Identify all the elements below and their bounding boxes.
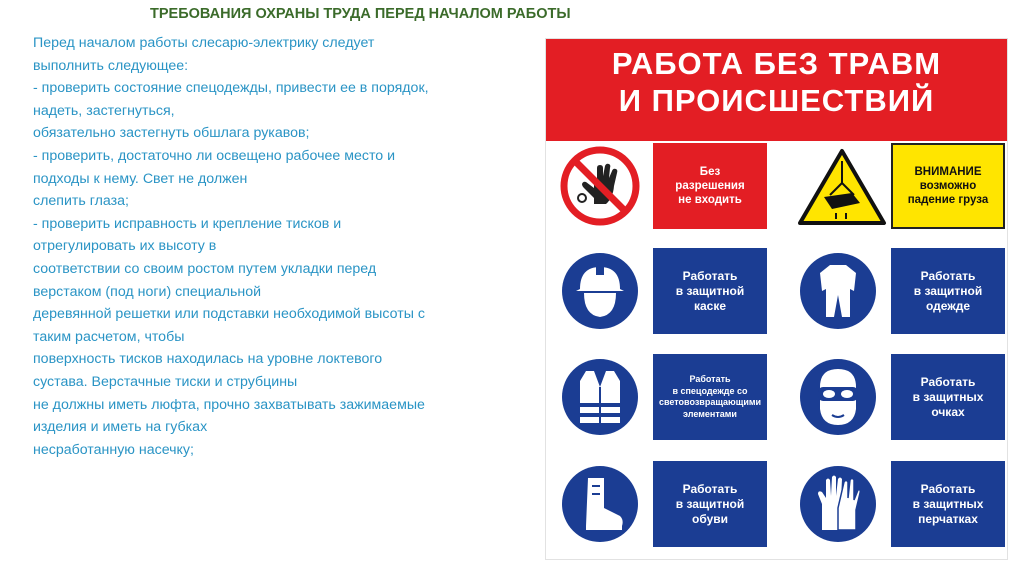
protective-clothing-icon xyxy=(798,251,878,331)
body-line: таким расчетом, чтобы xyxy=(33,328,185,345)
body-line: - проверить, достаточно ли освещено рабочее место и xyxy=(33,147,396,164)
sign-text: в спецодежде со xyxy=(672,385,748,396)
body-line: верстаком (под ноги) специальной xyxy=(33,283,262,300)
body-line: обязательно застегнуть обшлага рукавов; xyxy=(33,125,310,142)
sign-text: обуви xyxy=(691,511,728,526)
body-line: отрегулировать их высоту в xyxy=(33,238,217,255)
body-line: не должны иметь люфта, прочно захватывать зажимаемые xyxy=(33,396,425,413)
sign-text: в защитной xyxy=(913,283,983,298)
banner-line: И ПРОИСШЕСТВИЙ xyxy=(618,83,935,118)
sign-text: ВНИМАНИЕ xyxy=(914,166,982,178)
body-line: деревянной решетки или подставки необходимой высоты с xyxy=(33,306,425,323)
sign-text: в защитных xyxy=(912,389,984,404)
body-line: выполнить следующее: xyxy=(33,57,189,74)
sign-text: возможно xyxy=(919,180,977,192)
sign-text: Работать xyxy=(920,481,976,496)
no-entry-icon xyxy=(560,146,640,226)
sign-text: Работать xyxy=(682,481,738,496)
body-line: изделия и иметь на губках xyxy=(33,419,208,436)
poster-banner xyxy=(546,39,1007,141)
sign-text: Работать xyxy=(682,268,738,283)
sign-text: элементами xyxy=(683,408,737,419)
body-line: слепить глаза; xyxy=(33,193,129,210)
sign-panel-helmet xyxy=(653,248,767,334)
sign-text: одежде xyxy=(925,298,971,313)
sign-panel-no-entry xyxy=(653,143,767,229)
sign-text: световозвращающими xyxy=(658,397,762,407)
body-line: несработанную насечку; xyxy=(33,441,194,458)
gloves-icon xyxy=(798,464,878,544)
sign-panel-vest xyxy=(653,354,767,440)
sign-panel-falling-load xyxy=(891,143,1005,229)
safety-poster xyxy=(545,38,1008,560)
sign-text: каске xyxy=(693,298,727,313)
sign-text: очках xyxy=(931,404,965,419)
goggles-icon xyxy=(798,357,878,437)
sign-panel-clothing xyxy=(891,248,1005,334)
sign-text: Работать xyxy=(920,268,976,283)
body-line: поверхность тисков находилась на уровне локтевого xyxy=(33,351,383,368)
reflective-vest-icon xyxy=(560,357,640,437)
body-line: надеть, застегнуться, xyxy=(33,102,175,119)
body-line: Перед началом работы слесарю-электрику следует xyxy=(33,35,375,51)
sign-text: в защитной xyxy=(675,283,745,298)
slide-title: ТРЕБОВАНИЯ ОХРАНЫ ТРУДА ПЕРЕД НАЧАЛОМ РАБОТЫ xyxy=(150,6,571,22)
sign-text: в защитных xyxy=(912,496,984,511)
boots-icon xyxy=(560,464,640,544)
sign-text: перчатках xyxy=(918,511,978,526)
sign-text: разрешения xyxy=(675,180,745,192)
sign-text: Работать xyxy=(689,374,731,384)
sign-text: Без xyxy=(699,166,721,178)
falling-load-icon xyxy=(796,147,888,227)
body-line: соответствии со своим ростом путем укладки перед xyxy=(33,260,377,277)
sign-panel-gloves xyxy=(891,461,1005,547)
sign-text: не входить xyxy=(678,194,742,206)
helmet-icon xyxy=(560,251,640,331)
body-line: - проверить исправность и крепление тисков и xyxy=(33,215,342,232)
sign-panel-boots xyxy=(653,461,767,547)
sign-text: Работать xyxy=(920,374,976,389)
sign-text: в защитной xyxy=(675,496,745,511)
body-line: подходы к нему. Свет не должен xyxy=(33,170,248,187)
sign-text: падение груза xyxy=(907,194,989,206)
body-line: - проверить состояние спецодежды, привести ее в порядок, xyxy=(33,80,429,97)
banner-line: РАБОТА БЕЗ ТРАВМ xyxy=(611,46,942,81)
sign-panel-goggles xyxy=(891,354,1005,440)
body-text xyxy=(33,32,543,461)
body-line: сустава. Верстачные тиски и струбцины xyxy=(33,373,298,390)
